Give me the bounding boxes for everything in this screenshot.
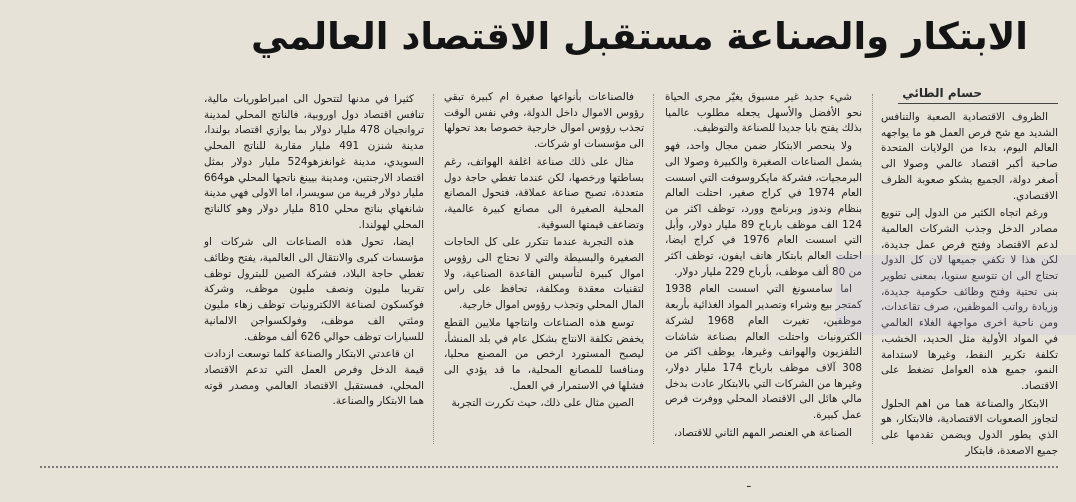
paragraph: ان قاعدتي الابتكار والصناعة كلما توسعت ازدادت قيمة الدخل وفرص العمل التي تدعم الاقتصاد المحلي، فمستقبل الاقتصاد العالمي ومصدر قوته هما الابتكار والصناعة. [204, 348, 424, 408]
paragraph: الصين مثال على ذلك، حيث تكررت التجربة [451, 397, 634, 410]
article-headline: الابتكار والصناعة مستقبل الاقتصاد العالمي [250, 15, 1028, 58]
author-byline: حسام الطائي [902, 86, 982, 100]
paragraph: الصناعة هي العنصر المهم الثاني للاقتصاد، [673, 426, 852, 439]
paragraph: كثيرا في مدنها لتتحول الى امبراطوريات مالية، تنافس اقتصاد دول اوروبية، فالناتج المحلي لمدينة تروانجيان 478 مليار دولار بما يوازي اقتصاد بولندا، مدينة شنزن 491 مليار مقاربة للناتج المحلي السويدي، مدينة غوانغزهو524 مليار دولار بمثل اقتصاد الارجنتين، ومدينة بيينغ ناتجها المحلي هو664 مليار دولار قريبة من سويسرا، اما الاولى فهي مدينة شانغهاي بناتج محلي 810 مليار دولار وهو كالناتج المحلي لهولندا. [204, 93, 425, 231]
column-divider [871, 94, 873, 444]
column-divider [652, 94, 654, 444]
paragraph: ورغم اتجاه الكثير من الدول إلى تنويع مصادر الدخل وجذب الشركات العالمية لدعم الاقتصاد وفتح فرص عمل جديدة، لكن هذا لا تكفي جميعها لان كل الدول تحتاج الى ان تتوسع سنويا، بمعنى تطوير بنى تحتية وفتح وظائف حكومية جديدة، وزيادة رواتب الموظفين، صرف تقاعدات، ومن ناحية اخرى مواجهة الغلاء العالمي في المواد الأولية مثل الحديد، الخشب، تكلفة تكرير النفط، وغيرها لاستدامة النمو، جميع هذه العوامل تضغط على الاقتصاد. [881, 207, 1058, 392]
paragraph: فالصناعات بأنواعها صغيرة ام كبيرة تبقي رؤوس الاموال داخل الدولة، وفي نفس الوقت تجذب رؤوس اموال خارجية خصوصا بعد تحولها الى مؤسسات او شركات. [444, 91, 644, 151]
footer-mark: ـ [747, 476, 751, 490]
paragraph: مثال على ذلك صناعة اغلفة الهواتف، رغم بساطتها ورخصها، لكن عندما تغطي حاجة دول متعددة، تصبح صناعة عملاقة، فتحول المصانع المحلية الصغيرة الى مصانع كبيرة عالمية، وتضاعف قيمتها السوقية. [444, 155, 644, 231]
paragraph: اما سامسونغ التي اسست العام 1938 كمتجر بيع وشراء وتصدير المواد الغذائية بأربعة موظفين، تغيرت العام 1968 لشركة الكترونيات واحتلت العالم بصناعة شاشات التلفزيون والهواتف وغيرها، يوظف اكثر من 308 آلاف موظف بارباح 174 مليار دولار، وغيرها من الشركات التي بالابتكار عادت بدخل مالي هائل الى الاقتصاد المحلي ووفرت فرص عمل كبيرة. [665, 283, 862, 422]
bottom-dotted-rule [40, 466, 1058, 468]
paragraph: شيء جديد غير مسبوق يغيّر مجرى الحياة نحو الأفضل والأسهل يجعله مطلوب عالميا بذلك يفتح بابا جديدا للصناعة والتوظيف. [665, 91, 862, 135]
column-2 [665, 90, 862, 450]
column-1 [881, 110, 1058, 457]
column-3 [444, 90, 644, 450]
paragraph: ايضا، تحول هذه الصناعات الى شركات او مؤسسات كبرى والانتقال الى العالمية، يفتح وظائف تغطي حاجة البلاد، فشركة الصين للبترول توظف تقريبا مليون ونصف مليون موظف، وشركة فوكسكون لصناعة الالكترونيات توظف زهاء مليون ومئتي الف موظف، وفولكسواجن الالمانية للسيارات توظف حوالي 626 ألف موظف. [204, 236, 424, 343]
paragraph: هذه التجربة عندما تتكرر على كل الحاجات الصغيرة والبسيطة والتي لا تحتاج الى رؤوس اموال كبيرة لتأسيس القاعدة الصناعية، ولا لتقنيات معقدة ومكلفة، تحافظ على راس المال المحلي وتجذب رؤوس اموال خارجية. [444, 236, 644, 312]
column-4 [204, 92, 424, 452]
column-divider [432, 94, 434, 444]
paragraph: توسع هذه الصناعات وانتاجها ملايين القطع يخفض تكلفة الانتاج بشكل عام في بلد المنشأ، ليصبح المستورد ارخص من المصنع محليا، ومنافسا للمصانع المحلية، ما قد يؤدي الى فشلها في الاستمرار في العمل. [444, 316, 644, 392]
paragraph: الابتكار والصناعة هما من اهم الحلول لتجاوز الصعوبات الاقتصادية، فالابتكار، هو الذي يطور الدول ويضمن تقدمها على جميع الاصعدة، فابتكار [881, 397, 1058, 457]
byline-rule [898, 103, 1058, 104]
paragraph: الظروف الاقتصادية الصعبة والتنافس الشديد مع شح فرص العمل هو ما يواجهه العالم اليوم، بدءا من الولايات المتحدة صاحبة أكبر اقتصاد عالمي وصولا الى أصغر دولة، الجميع يشكو صعوبة الظرف الاقتصادي. [881, 111, 1058, 202]
paragraph: ولا ينحصر الابتكار ضمن مجال واحد، فهو يشمل الصناعات الصغيرة والكبيرة وصولا الى البرمجيات، فشركة مايكروسوفت التي اسست العام 1974 في كراج صغير، احتلت العالم بنظام وندوز وبرنامج وورد، توظف اكثر من 124 الف موظف بارباح 89 مليار دولار، وأبل التي اسست العام 1976 في كراج ايضا، احتلت العالم بابتكار هاتف ايفون، توظف اكثر من 80 ألف موظف، بأرباح 229 مليار دولار. [665, 140, 863, 278]
